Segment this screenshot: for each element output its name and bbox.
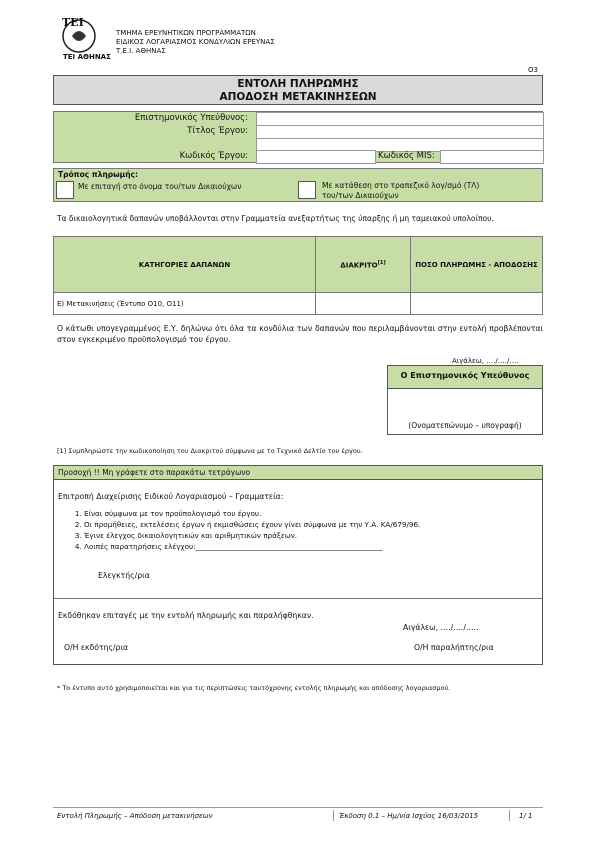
mis-label: Κωδικός MIS:	[378, 151, 435, 161]
issuer-label: Ο/Η εκδότης/ρια	[64, 643, 129, 652]
mis-field[interactable]	[440, 150, 544, 164]
list-item: 1. Είναι σύμφωνα με τον προϋπολογισμό του έργου.	[84, 508, 534, 519]
organization-block	[116, 29, 275, 56]
office-use-box	[53, 465, 543, 665]
warning-header: Προσοχή !! Μη γράφετε στο παρακάτω τετράγωνο	[54, 466, 542, 480]
tei-logo	[54, 14, 111, 62]
list-item: 2. Οι προμήθειες, εκτελέσεις έργων ή εκμισθώσεις έχουν γίνει σύμφωνα με την Υ.Α. ΚΑ/679/96.	[84, 519, 534, 530]
office-date-line: Αιγάλεω, …./…./…..	[403, 623, 479, 632]
project-code-label: Κωδικός Έργου:	[179, 151, 248, 161]
discrete-header	[316, 237, 411, 293]
amount-cell[interactable]	[411, 293, 543, 315]
table-row	[54, 293, 543, 315]
signature-title: Ο Επιστημονικός Υπεύθυνος	[388, 366, 542, 389]
bank-deposit-line-2: του/των Δικαιούχων	[322, 191, 399, 200]
discrete-cell[interactable]	[316, 293, 411, 315]
footer-page: 1/ 1	[519, 812, 533, 820]
bank-deposit-option-label	[322, 181, 479, 201]
scientific-lead-field[interactable]	[256, 112, 544, 126]
signature-box[interactable]	[387, 365, 543, 435]
page-footer	[53, 807, 543, 820]
project-code-field[interactable]	[256, 150, 376, 164]
footnote-general: * Το έντυπο αυτό χρησιμοποιείται και για τις περιπτώσεις ταυτόχρονης εντολής πληρωμής και απόδοσης λογαριασμού.	[57, 684, 451, 692]
footer-separator	[509, 810, 510, 821]
project-info-block	[53, 111, 543, 163]
auditor-label: Ελεγκτής/ρια	[98, 571, 150, 580]
title-line-2: ΑΠΟΔΟΣΗ ΜΕΤΑΚΙΝΗΣΕΩΝ	[219, 91, 377, 103]
payment-heading: Τρόπος πληρωμής:	[58, 170, 138, 179]
scientific-lead-label: Επιστημονικός Υπεύθυνος:	[134, 113, 248, 123]
category-cell: Ε) Μετακινήσεις (Έντυπο Ο10, Ο11)	[54, 293, 316, 315]
date-line: Αιγάλεω, …./…./….	[452, 357, 519, 365]
list-item: 4. Λοιπές παρατηρήσεις ελέγχου:____________________________________________________	[84, 541, 534, 552]
bank-deposit-line-1: Με κατάθεση στο τραπεζικό λογ/σμό (ΤΛ)	[322, 181, 480, 190]
svg-text:ΤΕΙ: ΤΕΙ	[62, 16, 84, 29]
divider	[54, 598, 542, 599]
costs-header-row	[54, 237, 543, 293]
form-title	[53, 75, 543, 105]
category-header: ΚΑΤΗΓΟΡΙΕΣ ΔΑΠΑΝΩΝ	[54, 237, 316, 293]
discrete-header-text: ΔΙΑΚΡΙΤΟ	[340, 261, 378, 270]
project-title-label: Τίτλος Έργου:	[187, 126, 248, 136]
documents-note: Τα δικαιολογητικά δαπανών υποβάλλονται στην Γραμματεία ανεξαρτήτως της ύπαρξης ή μη ταμειακού υπολοίπου.	[57, 214, 494, 223]
payment-method-block	[53, 168, 543, 202]
signature-caption: (Ονοματεπώνυμο – υπογραφή)	[408, 421, 522, 430]
org-line: ΤΜΗΜΑ ΕΡΕΥΝΗΤΙΚΩΝ ΠΡΟΓΡΑΜΜΑΤΩΝ	[116, 29, 256, 37]
footer-version: Έκδοση 0.1 – Ημ/νία Ισχύος 16/03/2015	[339, 812, 479, 820]
org-line: Τ.Ε.Ι. ΑΘΗΝΑΣ	[116, 47, 166, 55]
footer-left: Εντολή Πληρωμής – Απόδοση μετακινήσεων	[57, 812, 213, 820]
issued-text: Εκδόθηκαν επιταγές με την εντολή πληρωμής και παραλήφθηκαν.	[58, 611, 314, 620]
footnote-mark: [1]	[377, 259, 386, 266]
project-title-field[interactable]	[256, 125, 544, 139]
receiver-label: Ο/Η παραλήπτης/ρια	[414, 643, 494, 652]
footer-separator	[333, 810, 334, 821]
amount-header: ΠΟΣΟ ΠΛΗΡΩΜΗΣ - ΑΠΟΔΟΣΗΣ	[411, 237, 543, 293]
logo-text: ΤΕΙ ΑΘΗΝΑΣ	[63, 53, 111, 61]
cheque-checkbox[interactable]	[56, 181, 74, 199]
costs-table	[53, 236, 543, 315]
bank-deposit-checkbox[interactable]	[298, 181, 316, 199]
cheque-option-label: Με επιταγή στο όνομα του/των Δικαιούχων	[78, 182, 242, 191]
footnote-discrete: [1] Συμπληρώστε την κωδικοποίηση του Διακριτού σύμφωνα με το Τεχνικό Δελτίο του έργου.	[57, 447, 363, 455]
committee-label: Επιτροπή Διαχείρισης Ειδικού Λογαριασμού – Γραμματεία:	[58, 492, 284, 501]
declaration-text: Ο κάτωθι υπογεγραμμένος Ε.Υ. δηλώνω ότι όλα τα κονδύλια των δαπανών που περιλαμβάνονται στην εντολή προβλέπονται στον εγκεκριμένο προϋπολογισμό του έργου.	[57, 324, 543, 344]
org-line: ΕΙΔΙΚΟΣ ΛΟΓΑΡΙΑΣΜΟΣ ΚΟΝΔΥΛΙΩΝ ΕΡΕΥΝΑΣ	[116, 38, 275, 46]
title-line-1: ΕΝΤΟΛΗ ΠΛΗΡΩΜΗΣ	[237, 78, 359, 90]
form-code: Ο3	[528, 66, 538, 74]
list-item: 3. Έγινε έλεγχος δικαιολογητικών και αριθμητικών πράξεων.	[84, 530, 534, 541]
checks-list	[58, 508, 534, 552]
